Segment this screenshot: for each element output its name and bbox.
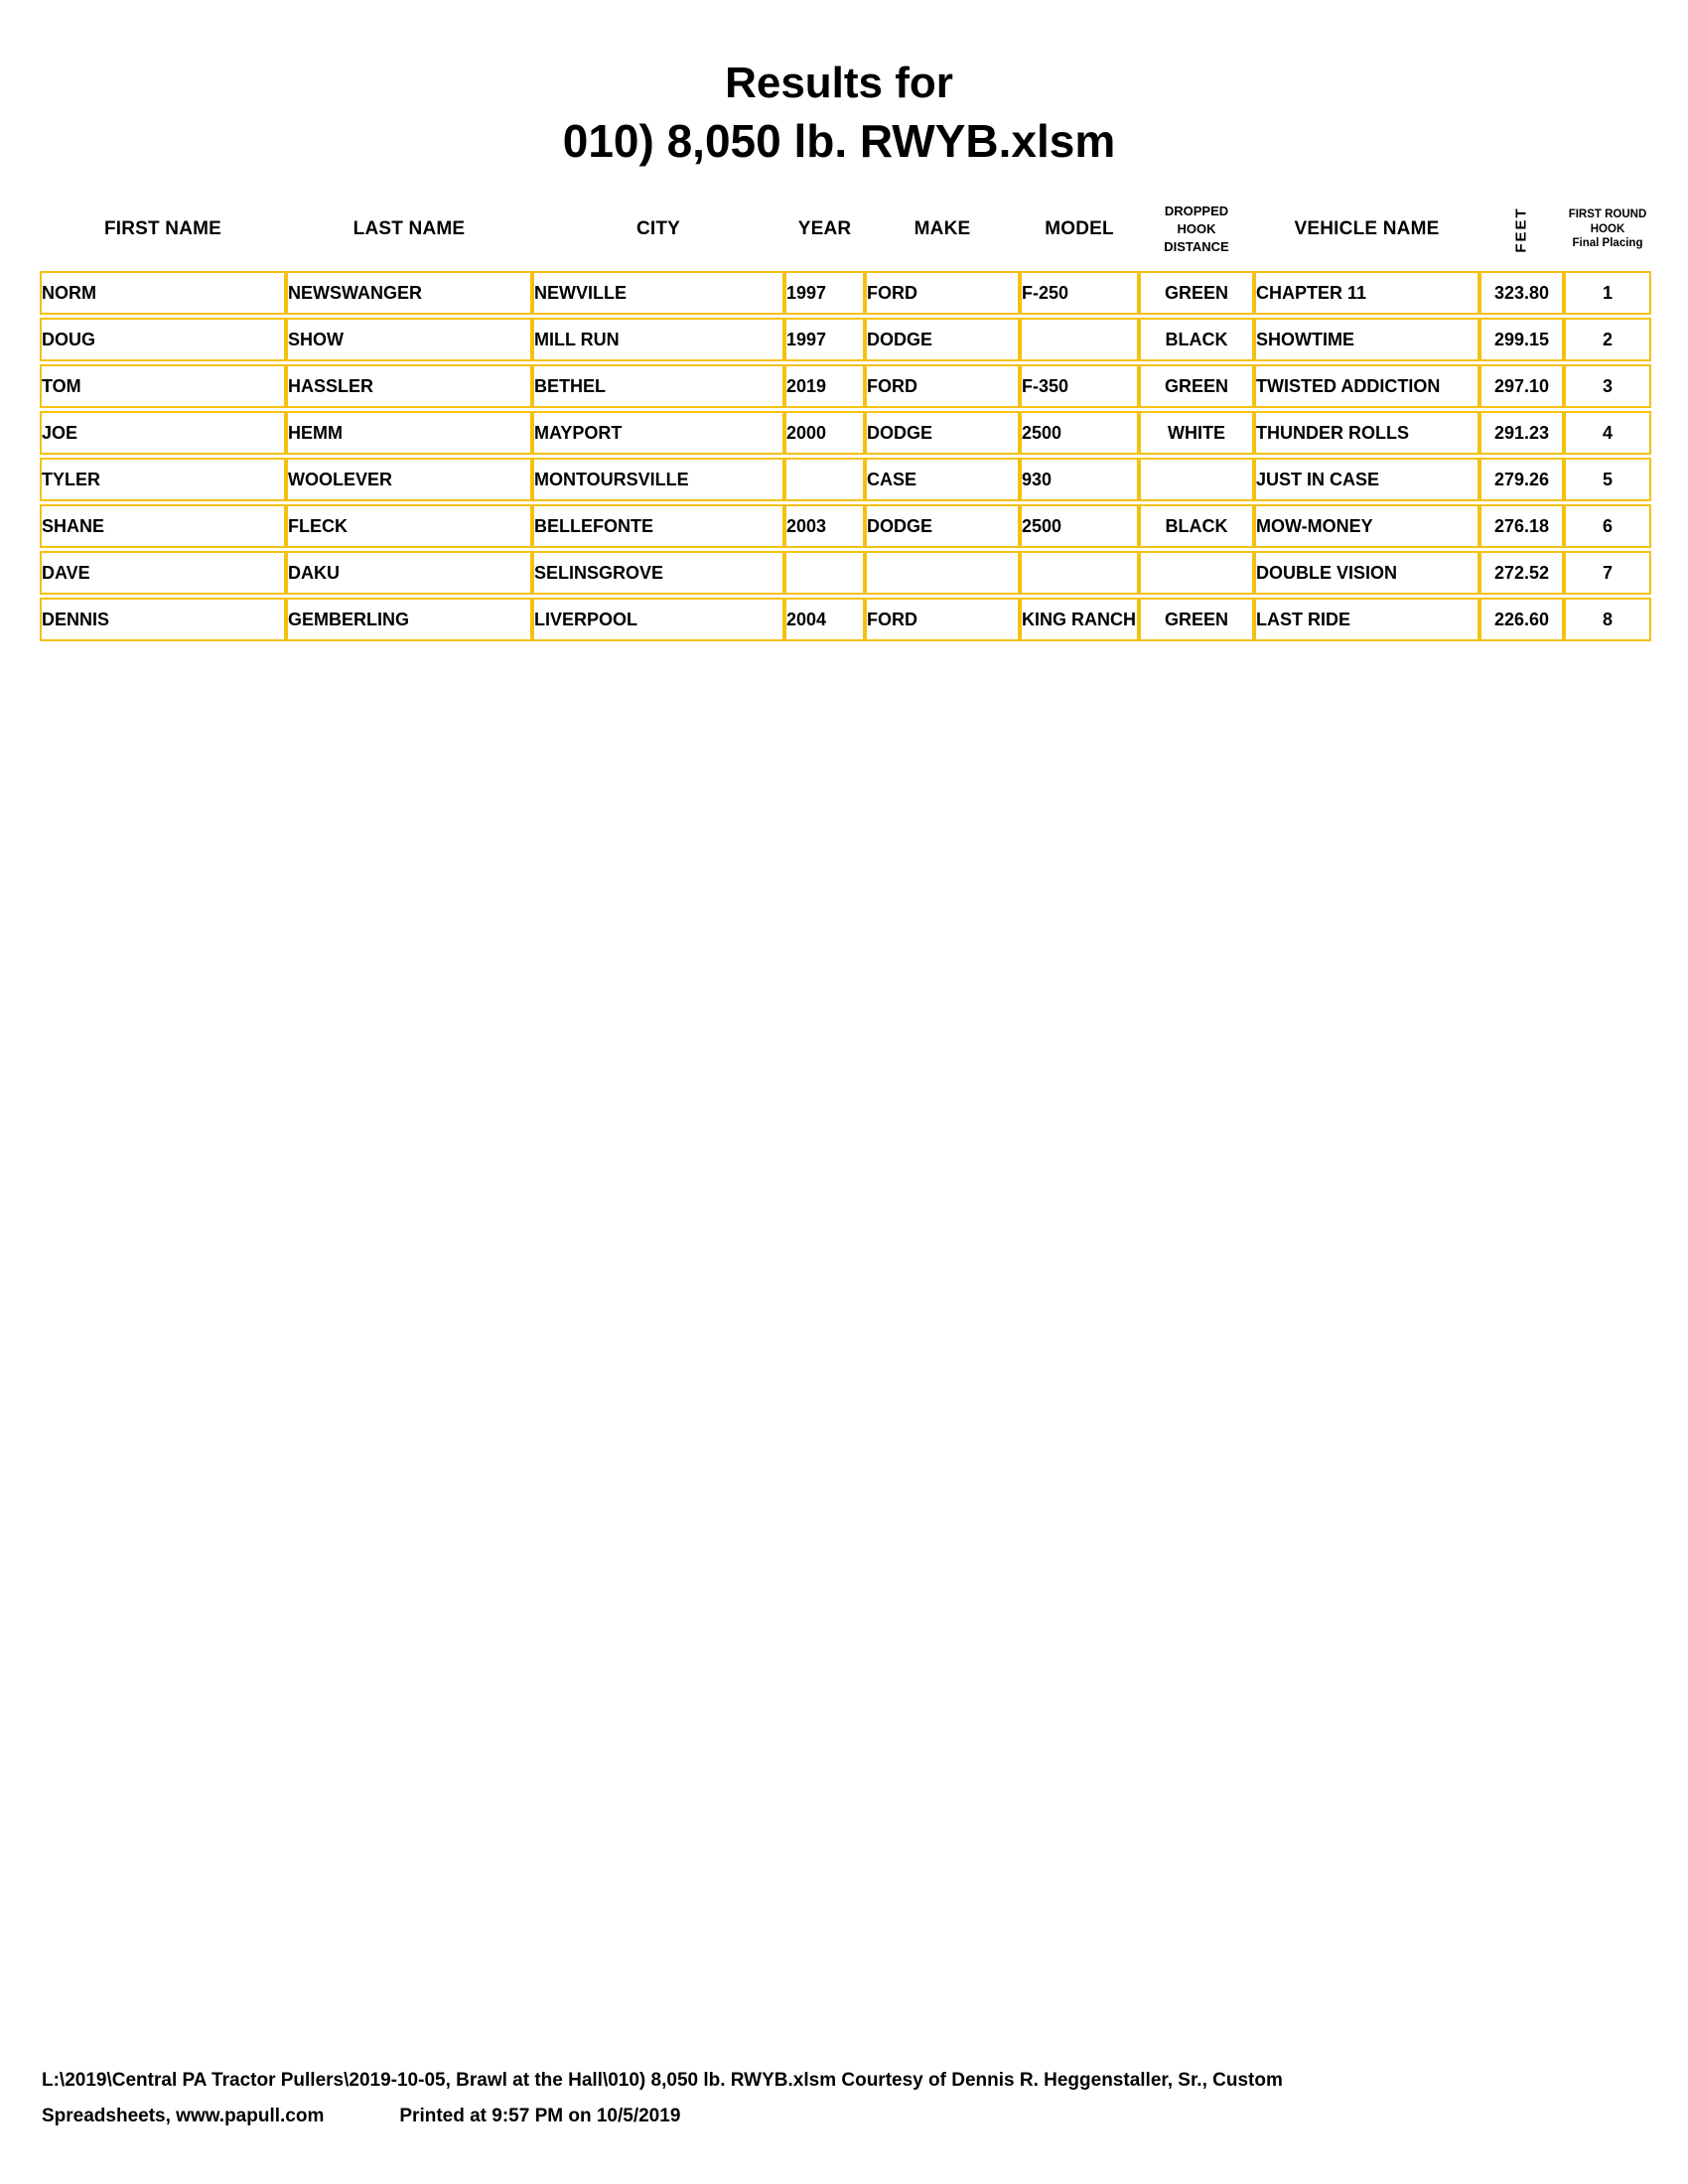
cell-year: 2004: [784, 598, 865, 641]
cell-model: [1020, 318, 1139, 361]
footer-file-path-line: L:\2019\Central PA Tractor Pullers\2019-10-05, Brawl at the Hall\010) 8,050 lb. RWYB.xlsm Courtesy of Dennis R. Heggenstaller, Sr., Custom: [42, 2070, 1283, 2091]
cell-city: SELINSGROVE: [532, 551, 784, 595]
report-title-line1: Results for: [725, 59, 953, 107]
table-row: [40, 551, 1651, 595]
cell-first-name: TYLER: [40, 458, 286, 501]
cell-feet: 279.26: [1479, 458, 1564, 501]
footer-printed-line: [42, 2099, 1650, 2134]
cell-year: 1997: [784, 271, 865, 315]
cell-first-name: NORM: [40, 271, 286, 315]
cell-placing: 2: [1564, 318, 1651, 361]
footer-website: Spreadsheets, www.papull.com: [42, 2106, 325, 2126]
table-row: [40, 318, 1651, 361]
cell-make: DODGE: [865, 318, 1020, 361]
column-header-model: MODEL: [1045, 218, 1114, 239]
cell-first-name: TOM: [40, 364, 286, 408]
cell-city: BETHEL: [532, 364, 784, 408]
cell-placing: 1: [1564, 271, 1651, 315]
cell-make: [865, 551, 1020, 595]
cell-last-name: HEMM: [286, 411, 532, 455]
cell-placing: 8: [1564, 598, 1651, 641]
cell-model: KING RANCH: [1020, 598, 1139, 641]
column-header-year: YEAR: [797, 218, 852, 239]
cell-last-name: SHOW: [286, 318, 532, 361]
cell-feet: 291.23: [1479, 411, 1564, 455]
cell-last-name: GEMBERLING: [286, 598, 532, 641]
cell-last-name: HASSLER: [286, 364, 532, 408]
cell-year: 1997: [784, 318, 865, 361]
table-row: [40, 364, 1651, 408]
cell-model: [1020, 551, 1139, 595]
column-header-dropped-hook-distance: DROPPED HOOK DISTANCE: [1164, 204, 1229, 254]
cell-placing: 3: [1564, 364, 1651, 408]
cell-first-name: JOE: [40, 411, 286, 455]
cell-vehicle-name: CHAPTER 11: [1254, 271, 1479, 315]
cell-feet: 297.10: [1479, 364, 1564, 408]
cell-feet: 272.52: [1479, 551, 1564, 595]
cell-make: FORD: [865, 598, 1020, 641]
cell-city: MAYPORT: [532, 411, 784, 455]
cell-make: CASE: [865, 458, 1020, 501]
cell-vehicle-name: MOW-MONEY: [1254, 504, 1479, 548]
results-table: [40, 268, 1651, 644]
cell-city: MONTOURSVILLE: [532, 458, 784, 501]
cell-make: FORD: [865, 271, 1020, 315]
cell-dropped-hook: [1139, 551, 1254, 595]
cell-first-name: SHANE: [40, 504, 286, 548]
cell-year: 2019: [784, 364, 865, 408]
cell-placing: 4: [1564, 411, 1651, 455]
column-header-make: MAKE: [914, 218, 971, 239]
cell-year: [784, 458, 865, 501]
table-row: [40, 504, 1651, 548]
cell-make: FORD: [865, 364, 1020, 408]
cell-first-name: DAVE: [40, 551, 286, 595]
column-header-city: CITY: [635, 218, 681, 239]
cell-first-name: DENNIS: [40, 598, 286, 641]
cell-dropped-hook: BLACK: [1139, 318, 1254, 361]
footer-printed-timestamp: Printed at 9:57 PM on 10/5/2019: [399, 2106, 681, 2126]
cell-make: DODGE: [865, 411, 1020, 455]
cell-feet: 276.18: [1479, 504, 1564, 548]
cell-placing: 6: [1564, 504, 1651, 548]
cell-dropped-hook: GREEN: [1139, 364, 1254, 408]
cell-make: DODGE: [865, 504, 1020, 548]
column-header-vehicle-name: VEHICLE NAME: [1294, 218, 1440, 239]
cell-dropped-hook: GREEN: [1139, 598, 1254, 641]
cell-year: 2003: [784, 504, 865, 548]
report-title-line2: 010) 8,050 lb. RWYB.xlsm: [562, 115, 1116, 167]
cell-model: F-250: [1020, 271, 1139, 315]
table-row: [40, 458, 1651, 501]
cell-vehicle-name: SHOWTIME: [1254, 318, 1479, 361]
table-row: [40, 598, 1651, 641]
column-header-feet: FEET: [1513, 205, 1530, 253]
cell-city: LIVERPOOL: [532, 598, 784, 641]
column-header-last-name: LAST NAME: [352, 218, 466, 239]
cell-city: NEWVILLE: [532, 271, 784, 315]
cell-last-name: DAKU: [286, 551, 532, 595]
cell-year: 2000: [784, 411, 865, 455]
cell-placing: 7: [1564, 551, 1651, 595]
cell-model: F-350: [1020, 364, 1139, 408]
cell-feet: 226.60: [1479, 598, 1564, 641]
report-footer: [42, 2063, 1650, 2134]
cell-model: 930: [1020, 458, 1139, 501]
cell-vehicle-name: THUNDER ROLLS: [1254, 411, 1479, 455]
cell-feet: 299.15: [1479, 318, 1564, 361]
cell-vehicle-name: LAST RIDE: [1254, 598, 1479, 641]
cell-last-name: NEWSWANGER: [286, 271, 532, 315]
cell-city: MILL RUN: [532, 318, 784, 361]
cell-dropped-hook: BLACK: [1139, 504, 1254, 548]
cell-year: [784, 551, 865, 595]
cell-placing: 5: [1564, 458, 1651, 501]
table-row: [40, 411, 1651, 455]
cell-dropped-hook: GREEN: [1139, 271, 1254, 315]
cell-first-name: DOUG: [40, 318, 286, 361]
cell-dropped-hook: WHITE: [1139, 411, 1254, 455]
cell-vehicle-name: DOUBLE VISION: [1254, 551, 1479, 595]
cell-model: 2500: [1020, 411, 1139, 455]
table-row: [40, 271, 1651, 315]
cell-vehicle-name: TWISTED ADDICTION: [1254, 364, 1479, 408]
column-header-row: [40, 189, 1651, 270]
cell-feet: 323.80: [1479, 271, 1564, 315]
cell-last-name: FLECK: [286, 504, 532, 548]
column-header-first-round-hook: FIRST ROUND HOOK Final Placing: [1568, 208, 1647, 250]
report-title: [0, 56, 1678, 171]
cell-dropped-hook: [1139, 458, 1254, 501]
cell-last-name: WOOLEVER: [286, 458, 532, 501]
cell-city: BELLEFONTE: [532, 504, 784, 548]
column-header-first-name: FIRST NAME: [103, 218, 222, 239]
cell-vehicle-name: JUST IN CASE: [1254, 458, 1479, 501]
cell-model: 2500: [1020, 504, 1139, 548]
